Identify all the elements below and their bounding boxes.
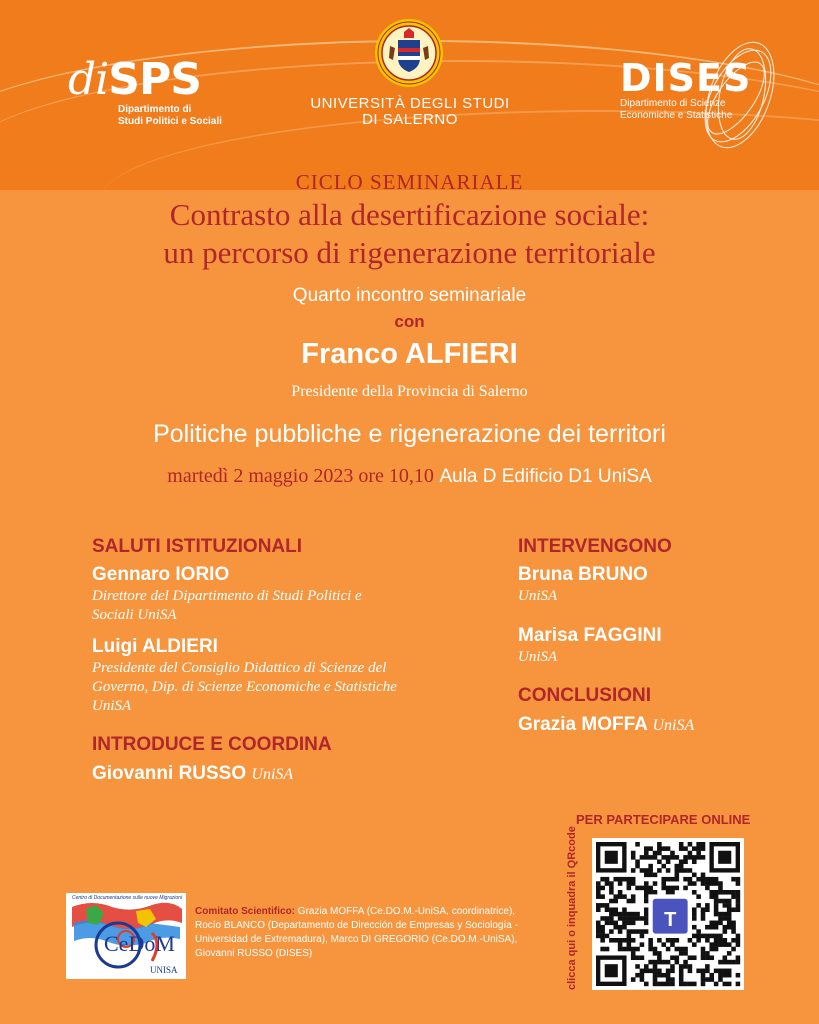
disps-subtitle-line1: Dipartimento di: [118, 104, 192, 115]
person-affiliation: UniSA: [652, 717, 695, 734]
person-role: Governo, Dip. di Scienze Economiche e Statistiche: [92, 679, 397, 695]
series-title: CICLO SEMINARIALE: [295, 170, 524, 194]
disps-logo-main: SPS: [108, 54, 201, 105]
svg-text:T: T: [664, 909, 677, 932]
introduce-title: INTRODUCE E COORDINA: [92, 734, 332, 755]
person-name: Luigi ALDIERI: [92, 636, 218, 657]
qr-instruction: clicca qui o inquadra il QRcode: [566, 826, 578, 990]
saluti-title: SALUTI ISTITUZIONALI: [92, 536, 303, 557]
person-role: Direttore del Dipartimento di Studi Politici e: [92, 588, 362, 604]
dises-logo-text: DISES: [620, 56, 752, 100]
dises-subtitle-line2: Economiche e Statistiche: [620, 110, 733, 121]
main-speaker-name: Franco ALFIERI: [301, 338, 518, 370]
event-venue: Aula D Edificio D1 UniSA: [439, 466, 652, 487]
talk-title: Politiche pubbliche e rigenerazione dei territori: [153, 420, 666, 448]
person-role: UniSA: [92, 698, 132, 714]
qr-code[interactable]: [592, 838, 744, 990]
person-name: Bruna BRUNO: [518, 564, 648, 585]
right-column: [518, 536, 758, 738]
comitato-scientifico: [195, 905, 535, 961]
person-name: Gennaro IORIO: [92, 564, 230, 585]
event-title-line1: Contrasto alla desertificazione sociale:: [169, 197, 650, 232]
person-affiliation: UniSA: [518, 649, 558, 665]
university-name-line1: UNIVERSITÀ DEGLI STUDI: [310, 95, 510, 112]
person-role: Presidente del Consiglio Didattico di Scienze del: [92, 660, 387, 676]
person-affiliation: UniSA: [251, 766, 294, 783]
meeting-label: Quarto incontro seminariale: [292, 285, 527, 306]
university-name-line2: DI SALERNO: [362, 111, 458, 128]
qr-code-icon[interactable]: [592, 838, 744, 990]
university-name: [300, 96, 520, 128]
disps-subtitle-line2: Studi Politici e Sociali: [118, 116, 222, 127]
coordinator-line: [92, 762, 512, 787]
left-column: [92, 536, 512, 787]
dises-subtitle-line1: Dipartimento di Scienze: [620, 98, 726, 109]
person-name: Giovanni RUSSO: [92, 763, 247, 784]
cedom-unisa: UNISA: [150, 965, 178, 975]
intervengono-title: INTERVENGONO: [518, 536, 672, 557]
date-venue-line: [0, 465, 819, 488]
cedom-letters: CeDoM: [104, 931, 175, 956]
person-affiliation: UniSA: [518, 588, 558, 604]
dises-logo: [620, 58, 751, 122]
disps-logo: [68, 54, 222, 128]
cedom-logo: [66, 893, 186, 979]
with-label: con: [394, 312, 425, 331]
person-role: Sociali UniSA: [92, 607, 177, 623]
online-label: PER PARTECIPARE ONLINE: [576, 812, 751, 827]
comitato-label: Comitato Scientifico:: [195, 906, 296, 917]
comitato-text: Grazia MOFFA (Ce.DO.M.-UniSA, coordinatrice), Rocío BLANCO (Departamento de Dirección de Empresas y Sociología - Universidad de Extremadura), Marco DI GREGORIO (Ce.DO.M.-UniSA), Giovanni RUSSO (DISES): [195, 906, 518, 959]
person-name: Marisa FAGGINI: [518, 625, 662, 646]
conclusioni-title: CONCLUSIONI: [518, 685, 651, 706]
university-seal-icon: [374, 18, 444, 88]
disps-logo-prefix: di: [68, 54, 109, 105]
person-name: Grazia MOFFA: [518, 714, 648, 735]
event-title-line2: un percorso di rigenerazione territoriale: [163, 235, 656, 270]
cedom-caption: Centro di Documentazione sulle nuove Migrazioni: [72, 895, 183, 901]
event-date: martedì 2 maggio 2023 ore 10,10: [167, 465, 434, 487]
main-speaker-role: Presidente della Provincia di Salerno: [291, 383, 528, 400]
conclusioni-line: [518, 713, 758, 738]
